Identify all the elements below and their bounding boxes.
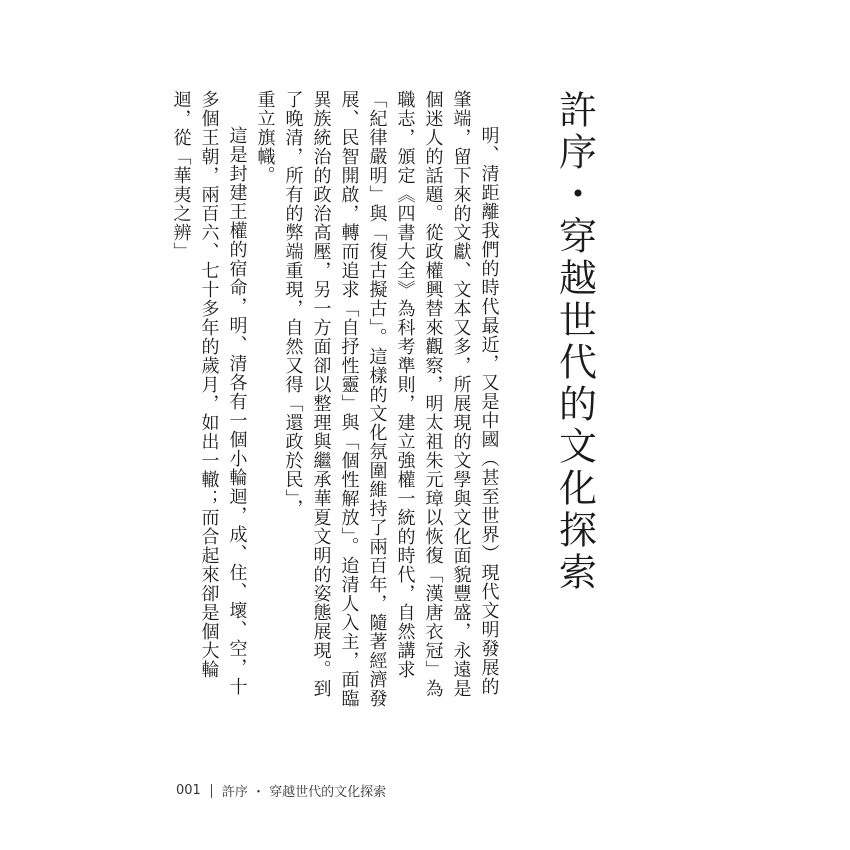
footer-divider xyxy=(211,784,212,798)
paragraph-continuation: 重立旗幟。 xyxy=(254,90,276,185)
page-number: 001 xyxy=(176,783,201,798)
paragraph: 明、清距離我們的時代最近，又是中國（甚至世界）現代文明發展的肇端，留下來的文獻、文本又多，所展現的文學與文化面貌豐盛，永遠是個迷人的話題。從政權興替來觀察，明太祖朱元璋以恢復「漢唐衣冠」為職志，頒定《四書大全》為科考準則，建立強權一統的時代，自然講求「紀律嚴明」與「復古擬古」。這樣的文化氛圍維持了兩百年，隨著經濟發展、民智開啟，轉而追求「自抒性靈」與「個性解放」。迨清人入主，面臨異族統治的政治高壓，另一方面卻以整理與繼承華夏文明的姿態展現。到了晚清，所有的弊端重現，自然又得「還政於民」， xyxy=(282,90,500,708)
vertical-text-block xyxy=(167,90,620,710)
chapter-title: 許序・穿越世代的文化探索 xyxy=(552,90,597,594)
running-title: 許序 ・ 穿越世代的文化探索 xyxy=(221,785,387,800)
paragraph: 這是封建王權的宿命，明、清各有一個小輪迴，成、住、壞、空，十多個王朝，兩百六、七十多年的歲月，如出一轍；而合起來卻是個大輪迴，從「華夷之辨」 xyxy=(170,90,248,696)
page-footer xyxy=(176,781,386,800)
